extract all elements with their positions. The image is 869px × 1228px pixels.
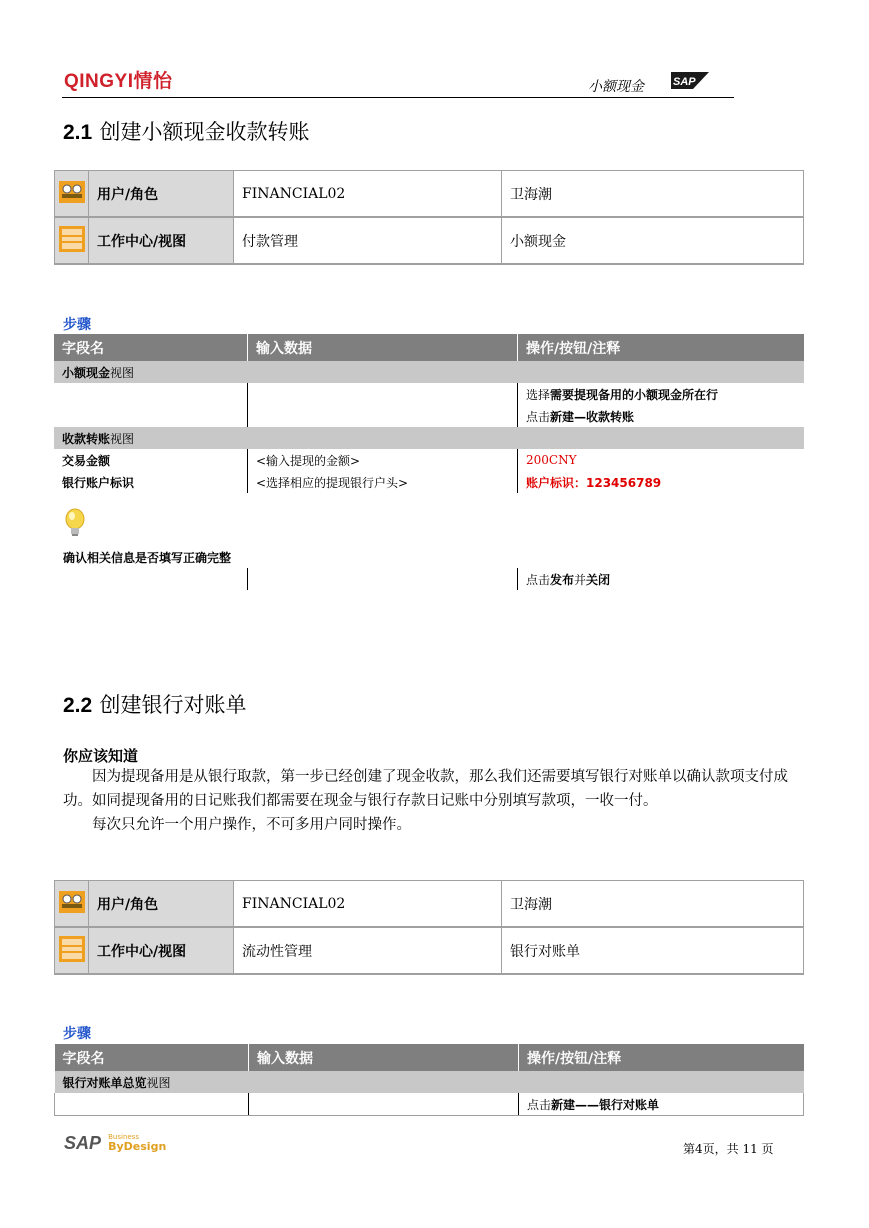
section1-heading: 2.1 创建小额现金收款转账 (63, 120, 310, 144)
label-work-center: 工作中心/视图 (89, 217, 234, 264)
input-amount: <输入提现的金额> (248, 449, 518, 471)
section2-steps-table (54, 1044, 804, 1116)
work-view: 小额现金 (502, 217, 804, 264)
user-role-icon (55, 171, 89, 218)
user-name: 卫海潮 (502, 881, 804, 928)
work-center: 付款管理 (234, 217, 502, 264)
section2-role-table (54, 880, 804, 975)
section1-steps-title: 步骤 (63, 317, 91, 333)
label-user-role: 用户/角色 (89, 171, 234, 218)
col-input-data: 输入数据 (248, 334, 518, 361)
step-select-row: 选择需要提现备用的小额现金所在行 (518, 383, 805, 405)
col-field-name: 字段名 (55, 1044, 249, 1071)
svg-text:SAP: SAP (673, 76, 696, 88)
header-divider (62, 97, 734, 98)
section2-steps-title: 步骤 (63, 1026, 91, 1042)
field-amount: 交易金额 (62, 453, 111, 468)
section-view-petty-cash: 小额现金视图 (54, 361, 804, 383)
section-view-bank-statement: 银行对账单总览视图 (55, 1071, 804, 1093)
sap-logo-icon (671, 72, 709, 89)
step-click-new-statement: 点击新建——银行对账单 (519, 1093, 804, 1116)
field-bank-account: 银行账户标识 (62, 475, 135, 490)
note-amount: 200CNY (518, 449, 805, 471)
paragraph-2: 每次只允许一个用户操作，不可多用户同时操作。 (92, 817, 411, 833)
work-center-icon (55, 217, 89, 264)
section2-heading: 2.2 创建银行对账单 (63, 693, 247, 717)
know-title: 你应该知道 (63, 747, 139, 765)
section1-steps-table (54, 334, 804, 493)
user-name: 卫海潮 (502, 171, 804, 218)
section1-role-table (54, 170, 804, 265)
logo-cn: 情怡 (133, 71, 173, 92)
label-user-role: 用户/角色 (89, 881, 234, 928)
col-action: 操作/按钮/注释 (518, 334, 805, 361)
work-center: 流动性管理 (234, 927, 502, 974)
lightbulb-icon (64, 508, 86, 538)
user-id: FINANCIAL02 (234, 171, 502, 218)
col-input-data: 输入数据 (249, 1044, 519, 1071)
header-title: 小额现金 (588, 79, 644, 95)
label-work-center: 工作中心/视图 (89, 927, 234, 974)
user-role-icon (55, 881, 89, 928)
work-center-icon (55, 927, 89, 974)
sap-bydesign-logo: SAP Business ByDesign (64, 1133, 167, 1153)
note-bank-account: 账户标识：123456789 (518, 471, 805, 493)
input-bank-account: <选择相应的提现银行户头> (248, 471, 518, 493)
logo-latin: QINGYI (64, 71, 134, 92)
tip-text: 确认相关信息是否填写正确完整 (63, 551, 232, 565)
col-action: 操作/按钮/注释 (519, 1044, 804, 1071)
section1-final-row (54, 568, 804, 590)
paragraph-1: 因为提现备用是从银行取款，第一步已经创建了现金收款，那么我们还需要填写银行对账单以确认款项支付成功。如同提现备用的日记账我们都需要在现金与银行存款日记账中分别填写款项，一收一付。 (63, 769, 788, 809)
col-field-name: 字段名 (54, 334, 248, 361)
step-publish-close: 点击发布并关闭 (518, 568, 805, 590)
know-body (63, 765, 808, 837)
step-click-new-receipt: 点击新建—收款转账 (518, 405, 805, 427)
work-view: 银行对账单 (502, 927, 804, 974)
qingyi-logo (64, 66, 173, 93)
user-id: FINANCIAL02 (234, 881, 502, 928)
page-number: 第4页，共 11 页 (683, 1142, 774, 1156)
section-view-receipt-transfer: 收款转账视图 (54, 427, 804, 449)
